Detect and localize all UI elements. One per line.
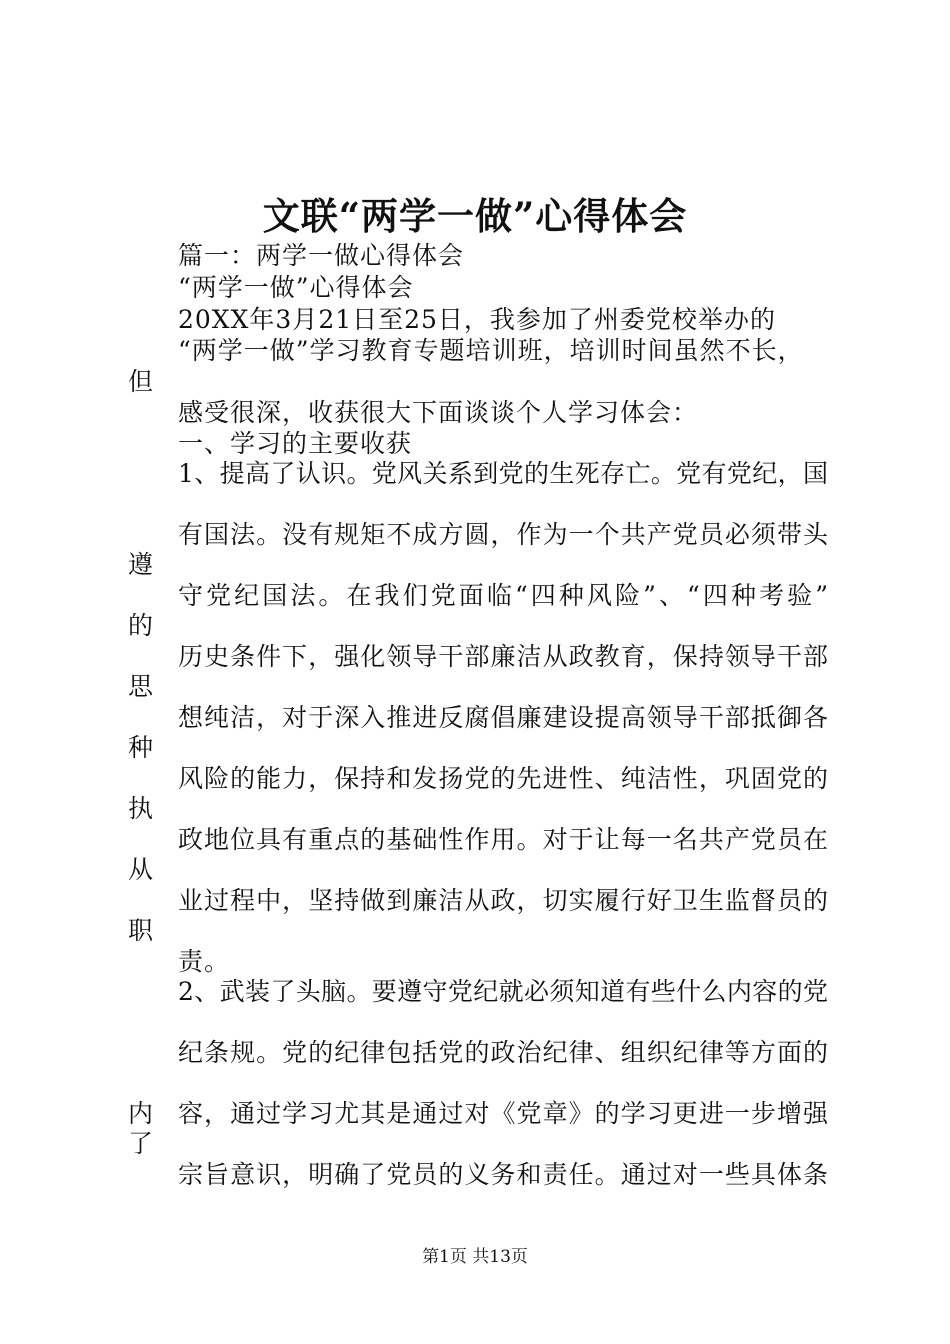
text-line: 有国法。没有规矩不成方圆，作为一个共产党员必须带头 xyxy=(178,520,828,549)
text-line: “两学一做”心得体会 xyxy=(178,273,414,302)
text-line: 20XX年3月21日至25日，我参加了州委党校举办的 xyxy=(178,305,776,334)
document-title: 文联“两学一做”心得体会 xyxy=(262,194,688,238)
text-line: 宗旨意识，明确了党员的义务和责任。通过对一些具体条 xyxy=(178,1160,828,1189)
text-line: 历史条件下，强化领导干部廉洁从政教育，保持领导干部 xyxy=(178,642,828,671)
text-line: 容，通过学习尤其是通过对《党章》的学习更进一步增强 xyxy=(178,1099,828,1128)
overflow-char: 执 xyxy=(128,794,154,823)
text-line: 1、提高了认识。党风关系到党的生死存亡。党有党纪，国 xyxy=(178,459,828,488)
text-line: 2、武装了头脑。要遵守党纪就必须知道有些什么内容的党 xyxy=(178,977,828,1006)
text-line: 感受很深，收获很大下面谈谈个人学习体会： xyxy=(178,398,699,427)
text-line: 纪条规。党的纪律包括党的政治纪律、组织纪律等方面的 xyxy=(178,1038,828,1067)
overflow-char: 从 xyxy=(128,855,154,884)
subheading: 一、学习的主要收获 xyxy=(178,429,413,458)
section-heading: 篇一：两学一做心得体会 xyxy=(178,241,465,270)
overflow-char: 遵 xyxy=(128,550,154,579)
text-line: 政地位具有重点的基础性作用。对于让每一名共产党员在 xyxy=(178,825,828,854)
text-line: 风险的能力，保持和发扬党的先进性、纯洁性，巩固党的 xyxy=(178,764,828,793)
overflow-char: 但 xyxy=(128,367,154,396)
text-line: 想纯洁，对于深入推进反腐倡廉建设提高领导干部抵御各 xyxy=(178,703,828,732)
text-line: 守党纪国法。在我们党面临“四种风险”、“四种考验” xyxy=(178,581,828,610)
overflow-char: 种 xyxy=(128,733,154,762)
text-line: 业过程中，坚持做到廉洁从政，切实履行好卫生监督员的 xyxy=(178,886,828,915)
page-number: 第1页 共13页 xyxy=(422,1247,528,1267)
overflow-char: 的 xyxy=(128,611,154,640)
overflow-char: 思 xyxy=(128,672,154,701)
text-line: “两学一做”学习教育专题培训班，培训时间虽然不长， xyxy=(178,336,804,365)
overflow-char: 内 xyxy=(128,1099,154,1128)
overflow-char: 职 xyxy=(128,916,154,945)
text-line: 责。 xyxy=(178,947,231,976)
overflow-char: 了 xyxy=(128,1129,154,1158)
